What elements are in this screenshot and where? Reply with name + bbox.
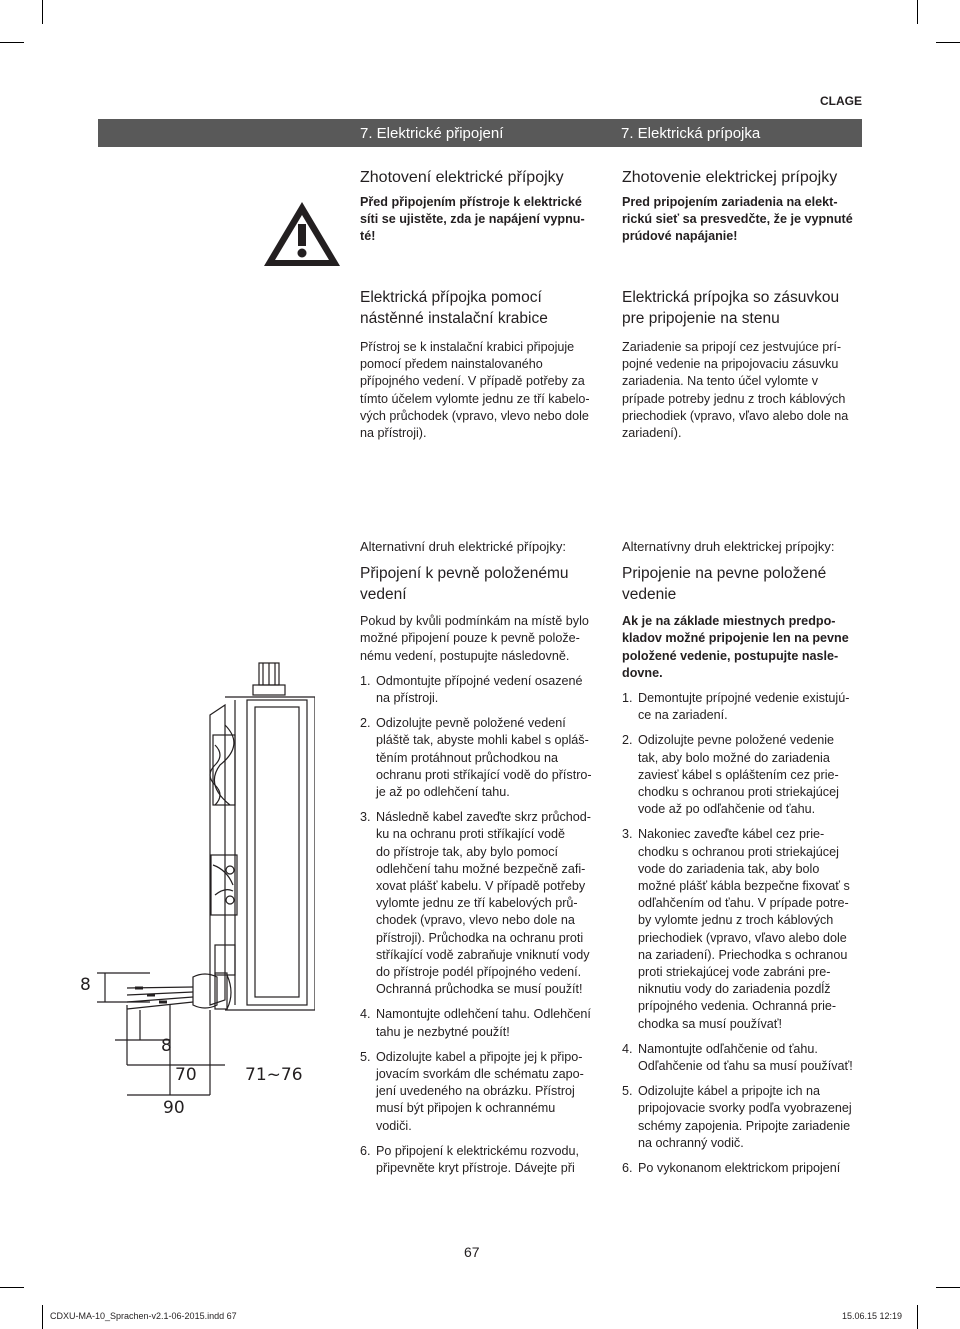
text-line: Zariadenie sa pripojí cez jestvujúce prí- <box>622 340 842 354</box>
step-text-line: Odľahčenie od ťahu sa musí používať! <box>638 1059 853 1074</box>
step-item <box>360 1006 612 1040</box>
step-item <box>360 715 612 801</box>
title-line: Připojení k pevně položenému <box>360 565 569 583</box>
crop-mark <box>0 42 24 43</box>
step-item <box>622 690 874 724</box>
step-text-line: vode do zariadenia tak, aby bolo <box>638 861 820 876</box>
text-line: rickú sieť sa presvedčte, že je vypnuté <box>622 212 853 227</box>
step-number: 4. <box>622 1041 633 1056</box>
sk-warning-text <box>622 194 862 246</box>
step-text-line: vode až po odľahčenie od ťahu. <box>638 802 816 817</box>
sk-fixed-line-title <box>622 563 874 605</box>
title-line: nástěnné instalační krabice <box>360 310 548 327</box>
cz-wall-box-body <box>360 339 610 442</box>
cz-alternative-label: Alternativní druh elektrické přípojky: <box>360 539 566 554</box>
step-text-line: na přístroji. <box>376 691 439 706</box>
crop-mark <box>936 1287 960 1288</box>
step-number: 5. <box>360 1049 371 1064</box>
sk-wall-socket-section <box>622 287 872 442</box>
dimension-label: 8 <box>161 1036 172 1056</box>
text-line: nému vedení, postupujte následovně. <box>360 648 570 663</box>
cz-wall-box-title <box>360 287 610 329</box>
step-text-line: pripojovacie svorky podľa vyobrazenej <box>638 1101 852 1116</box>
step-item <box>360 809 612 998</box>
step-number: 1. <box>622 691 633 706</box>
sk-wall-socket-body <box>622 339 872 442</box>
step-text-line: vodiči. <box>376 1118 412 1133</box>
text-line: Přístroj se k instalační krabici připojuje <box>360 340 575 354</box>
step-text-line: na ochranný vodič. <box>638 1135 744 1150</box>
crop-mark <box>42 0 43 24</box>
step-text-line: Po vykonanom elektrickom pripojení <box>638 1161 841 1176</box>
step-item <box>622 1160 874 1177</box>
step-item <box>360 673 612 707</box>
text-line: prípade potreby jednu z troch káblových <box>622 391 846 406</box>
step-text-line: chodku s ochranou proti striekajúcej <box>638 785 839 800</box>
text-line: na přístroji). <box>360 426 427 441</box>
step-text-line: Demontujte prípojné vedenie existujú- <box>638 691 850 706</box>
title-line: vedení <box>360 586 407 604</box>
title-line: pre pripojenie na stenu <box>622 310 780 327</box>
step-text-line: chodku s ochranou proti striekajúcej <box>638 844 839 859</box>
text-line: vých průchodek (vpravo, vlevo nebo dole <box>360 408 589 423</box>
print-date: 15.06.15 12:19 <box>842 1311 903 1321</box>
step-text-line: Odizolujte pevne položené vedenie <box>638 733 835 748</box>
step-text-line: Odizolujte kábel a pripojte ich na <box>638 1084 821 1099</box>
step-text-line: možné plášť kábla bezpečne fixovať s <box>638 879 850 894</box>
step-text-line: ce na zariadení. <box>638 708 728 723</box>
step-text-line: Nakoniec zaveďte kábel cez prie- <box>638 827 825 842</box>
text-line: položené vedenie, postupujte nasle- <box>622 648 839 663</box>
warning-icon <box>262 200 342 268</box>
step-text-line: Namontujte odľahčenie od ťahu. <box>638 1041 818 1056</box>
sk-connection-title: Zhotovenie elektrickej prípojky <box>622 169 838 186</box>
step-text-line: do přístroje tak, aby bylo pomocí <box>376 844 559 859</box>
crop-mark <box>0 1287 24 1288</box>
device-connection-diagram <box>75 655 315 1125</box>
crop-mark <box>42 1305 43 1329</box>
crop-mark <box>917 0 918 24</box>
step-text-line: musí být připojen k ochrannému <box>376 1101 556 1116</box>
step-text-line: by vylomte jednu z troch káblových <box>638 913 834 928</box>
cz-top-column <box>360 168 600 246</box>
step-number: 4. <box>360 1007 371 1022</box>
page-number: 67 <box>464 1244 480 1260</box>
file-info: CDXU-MA-10_Sprachen-v2.1-06-2015.indd 67 <box>50 1311 237 1321</box>
cz-fixed-line-intro <box>360 613 612 665</box>
step-text-line: je až po odlehčení tahu. <box>376 785 510 800</box>
cz-warning-text <box>360 194 600 246</box>
step-text-line: chodka sa musí používať! <box>638 1016 783 1031</box>
step-text-line: Po připojení k elektrickému rozvodu, <box>376 1143 579 1158</box>
step-text-line: Namontujte odlehčení tahu. Odlehčení <box>376 1007 591 1022</box>
step-item <box>622 1083 874 1152</box>
step-text-line: přístroji). Průchodka na ochranu proti <box>376 930 584 945</box>
text-line: prúdové napájanie! <box>622 229 738 244</box>
step-text-line: pláště tak, abyste mohli kabel s opláš- <box>376 733 589 748</box>
step-text-line: těním protáhnout průchodkou na <box>376 750 559 765</box>
text-line: zariadení). <box>622 426 682 441</box>
sk-fixed-line-intro <box>622 613 874 682</box>
cz-wall-box-section <box>360 287 610 442</box>
step-item <box>622 826 874 1032</box>
section-title-sk: 7. Elektrická prípojka <box>621 125 761 142</box>
step-text-line: odlehčení tahu možné bezpečně zafi- <box>376 861 586 876</box>
step-text-line: Odizolujte kabel a připojte jej k připo- <box>376 1049 583 1064</box>
step-text-line: proti striekajúcej vode zabráni pre- <box>638 965 831 980</box>
step-number: 3. <box>360 810 371 825</box>
text-line: přípojného vedení. V případě potřeby za <box>360 374 585 389</box>
sk-alternative-label: Alternatívny druh elektrickej prípojky: <box>622 539 835 554</box>
text-line: Ak je na základe miestnych predpo- <box>622 614 836 629</box>
step-text-line: na zariadení). Priechodka s ochranou <box>638 947 848 962</box>
step-text-line: xovat plášť kabelu. V případě potřeby <box>376 879 586 894</box>
text-line: Pokud by kvůli podmínkám na místě bylo <box>360 614 589 629</box>
text-line: tímto účelem vylomte jednu ze tří kabelo- <box>360 391 590 406</box>
step-text-line: Odizolujte pevně položené vedení <box>376 716 566 731</box>
dimension-label: 70 <box>175 1065 197 1085</box>
step-number: 3. <box>622 827 633 842</box>
dimension-label: 90 <box>163 1098 185 1118</box>
text-line: pojné vedenie na pripojovaciu zásuvku <box>622 357 839 372</box>
step-text-line: ku na ochranu proti stříkající vodě <box>376 827 566 842</box>
crop-mark <box>936 42 960 43</box>
step-text-line: zaviesť kábel s opláštením cez prie- <box>638 767 839 782</box>
text-line: Před připojením přístroje k elektrické <box>360 195 582 209</box>
title-line: Pripojenie na pevne položené <box>622 565 827 583</box>
text-line: zariadenia. Na tento účel vylomte v <box>622 374 819 389</box>
text-line: dovne. <box>622 665 663 680</box>
step-text-line: jení uvedeného na obrázku. Přístroj <box>376 1084 575 1099</box>
crop-mark <box>917 1305 918 1329</box>
sk-top-column <box>622 168 862 246</box>
sk-steps-list <box>622 690 874 1177</box>
step-text-line: odľahčením od ťahu. V prípade potre- <box>638 896 849 911</box>
step-text-line: Následně kabel zaveďte skrz průchod- <box>376 810 591 825</box>
step-text-line: niknutiu vody do zariadenia pozdĺž <box>638 982 831 997</box>
text-line: priechodiek (vpravo, vľavo alebo dole na <box>622 408 849 423</box>
step-number: 1. <box>360 673 371 688</box>
step-number: 2. <box>622 733 633 748</box>
text-line: možné připojení pouze k pevně polože- <box>360 631 580 646</box>
text-line: kladov možné pripojenie len na pevne <box>622 631 849 646</box>
section-header-bar <box>98 119 862 147</box>
text-line: síti se ujistěte, zda je napájení vypnu- <box>360 212 585 227</box>
step-item <box>622 1041 874 1075</box>
step-number: 6. <box>360 1143 371 1158</box>
step-text-line: připevněte kryt přístroje. Dávejte při <box>376 1161 575 1176</box>
step-text-line: chodek (vpravo, vlevo nebo dole na <box>376 913 575 928</box>
step-text-line: prípojného vedenia. Ochranná prie- <box>638 999 837 1014</box>
step-number: 5. <box>622 1084 633 1099</box>
sk-wall-socket-title <box>622 287 872 329</box>
step-text-line: Odmontujte přípojné vedení osazené <box>376 673 583 688</box>
cz-fixed-line-title <box>360 563 612 605</box>
title-line: vedenie <box>622 586 677 604</box>
step-item <box>622 732 874 818</box>
text-line: Pred pripojením zariadenia na elekt- <box>622 195 838 209</box>
cz-steps-list <box>360 673 612 1177</box>
step-text-line: schémy zapojenia. Pripojte zariadenie <box>638 1118 851 1133</box>
sk-fixed-line-section <box>622 538 874 1185</box>
step-text-line: jovacím svorkám dle schématu zapo- <box>376 1067 584 1082</box>
step-text-line: priechodiek (vpravo, vľavo alebo dole <box>638 930 847 945</box>
step-text-line: stříkající vodě zabraňuje vniknutí vody <box>376 947 590 962</box>
title-line: Elektrická přípojka pomocí <box>360 289 542 306</box>
step-text-line: tahu je nezbytné použít! <box>376 1024 510 1039</box>
step-number: 6. <box>622 1161 633 1176</box>
step-text-line: tak, aby bolo možné do zariadenia <box>638 750 830 765</box>
step-text-line: Ochranná průchodka se musí použít! <box>376 982 583 997</box>
cz-connection-title: Zhotovení elektrické přípojky <box>360 169 564 186</box>
step-item <box>360 1049 612 1135</box>
section-title-cz: 7. Elektrické připojení <box>360 125 504 142</box>
title-line: Elektrická prípojka so zásuvkou <box>622 289 840 306</box>
step-text-line: ochranu proti stříkající vodě do přístro- <box>376 767 592 782</box>
step-item <box>360 1143 612 1177</box>
cz-fixed-line-section <box>360 538 612 1185</box>
dimension-label: 71~76 <box>245 1065 303 1085</box>
step-number: 2. <box>360 716 371 731</box>
dimension-label: 8 <box>80 975 91 995</box>
step-text-line: vylomte jednu ze tří kabelových prů- <box>376 896 578 911</box>
brand-label: CLAGE <box>820 94 862 108</box>
text-line: pomocí předem nainstalovaného <box>360 357 543 372</box>
text-line: té! <box>360 229 376 244</box>
step-text-line: do přístroje podél přípojného vedení. <box>376 965 582 980</box>
